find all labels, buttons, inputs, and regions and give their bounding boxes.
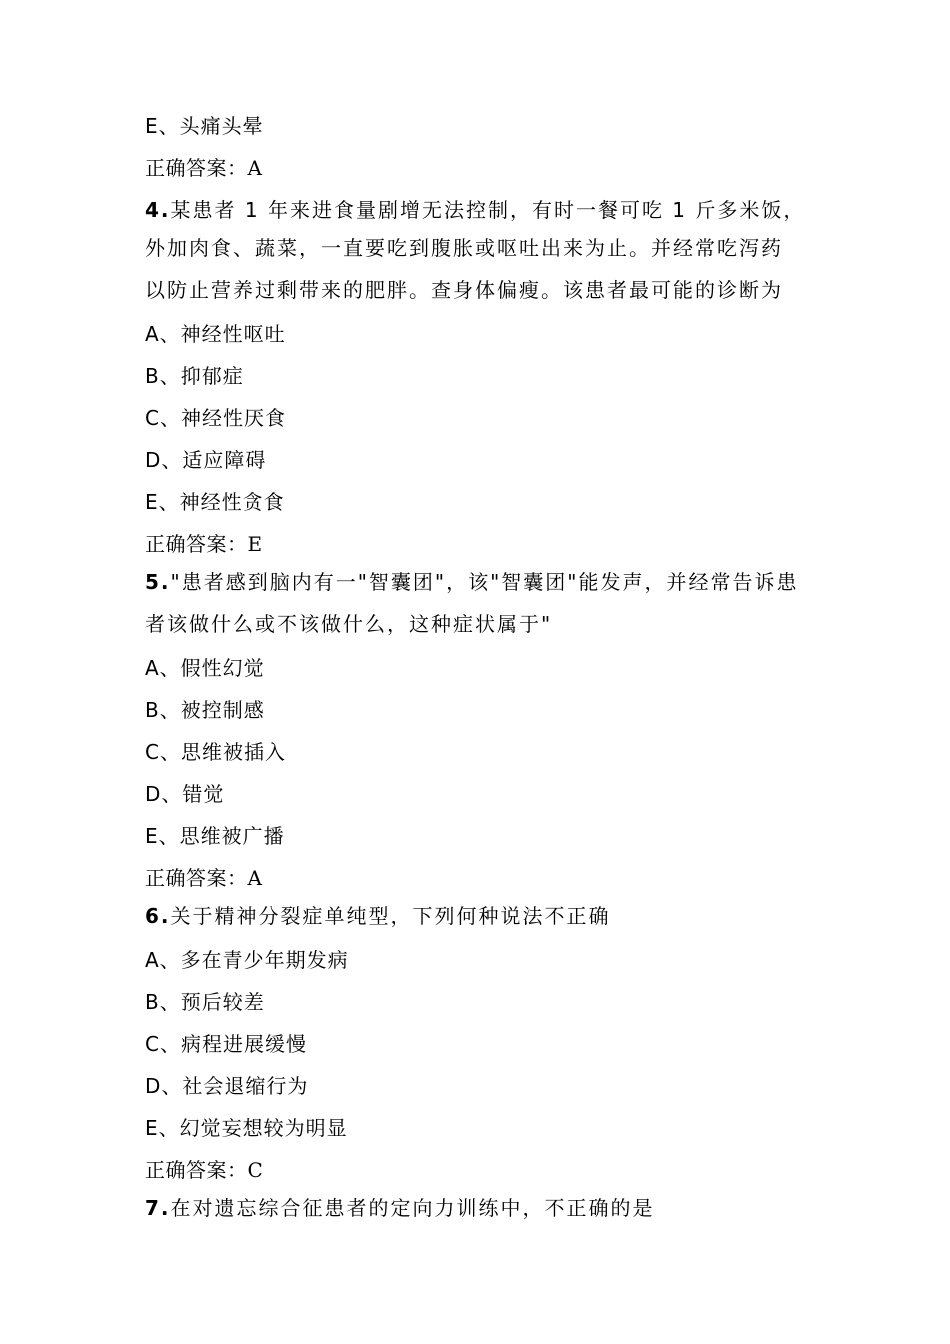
option-line: D、错觉 (145, 782, 225, 806)
answer-line: 正确答案：E (145, 532, 263, 556)
option-line: A、神经性呕吐 (145, 322, 286, 346)
option-line: E、头痛头晕 (145, 114, 264, 138)
question-text: 某患者 1 年来进食量剧增无法控制，有时一餐可吃 1 斤多米饭， (170, 198, 806, 222)
question-text: 在对遗忘综合征患者的定向力训练中，不正确的是 (170, 1196, 655, 1220)
question-line (145, 568, 799, 596)
question-number: 6. (145, 904, 171, 928)
option-line: E、幻觉妄想较为明显 (145, 1116, 348, 1140)
option-line: C、神经性厌食 (145, 406, 286, 430)
question-line (145, 902, 611, 930)
option-line: E、神经性贪食 (145, 490, 285, 514)
option-line: D、适应障碍 (145, 448, 267, 472)
option-line: D、社会退缩行为 (145, 1074, 309, 1098)
answer-line: 正确答案：A (145, 866, 263, 890)
question-line (145, 196, 805, 224)
option-line: B、预后较差 (145, 990, 265, 1014)
question-line: 者该做什么或不该做什么，这种症状属于" (145, 612, 553, 636)
option-line: B、被控制感 (145, 698, 265, 722)
question-number: 5. (145, 570, 171, 594)
answer-line: 正确答案：C (145, 1158, 264, 1182)
answer-line: 正确答案：A (145, 156, 263, 180)
option-line: A、多在青少年期发病 (145, 948, 349, 972)
question-line: 以防止营养过剩带来的肥胖。查身体偏瘦。该患者最可能的诊断为 (145, 278, 783, 302)
question-line (145, 1194, 655, 1222)
question-number: 7. (145, 1196, 171, 1220)
option-line: E、思维被广播 (145, 824, 285, 848)
question-number: 4. (145, 198, 171, 222)
option-line: B、抑郁症 (145, 364, 244, 388)
option-line: C、思维被插入 (145, 740, 286, 764)
question-text: "患者感到脑内有一"智囊团"，该"智囊团"能发声，并经常告诉患 (170, 570, 799, 594)
question-text: 关于精神分裂症单纯型，下列何种说法不正确 (170, 904, 611, 928)
option-line: A、假性幻觉 (145, 656, 265, 680)
question-line: 外加肉食、蔬菜，一直要吃到腹胀或呕吐出来为止。并经常吃泻药 (145, 236, 783, 260)
option-line: C、病程进展缓慢 (145, 1032, 307, 1056)
